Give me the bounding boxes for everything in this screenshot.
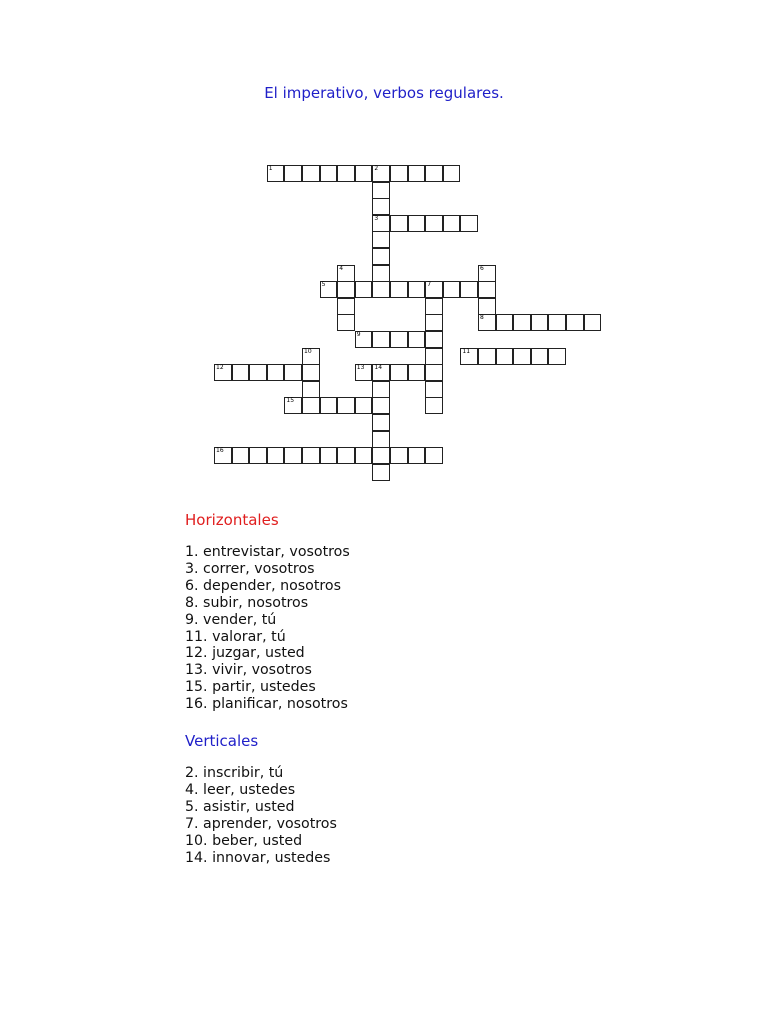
- clue-number: 15: [286, 397, 295, 405]
- grid-cell[interactable]: [355, 281, 373, 298]
- grid-cell[interactable]: [460, 281, 478, 298]
- horizontales-heading: Horizontales: [185, 511, 279, 529]
- grid-cell[interactable]: [390, 331, 408, 348]
- grid-cell[interactable]: [337, 447, 355, 464]
- grid-cell[interactable]: [337, 298, 355, 315]
- grid-cell[interactable]: [408, 331, 426, 348]
- grid-cell[interactable]: [408, 281, 426, 298]
- grid-cell[interactable]: [478, 281, 496, 298]
- grid-cell[interactable]: [372, 248, 390, 265]
- grid-cell[interactable]: [267, 447, 285, 464]
- grid-cell[interactable]: [478, 265, 496, 282]
- grid-cell[interactable]: [372, 165, 390, 182]
- clue-number: 1: [268, 165, 273, 172]
- clue-horizontal: 3. correr, vosotros: [185, 560, 315, 577]
- grid-cell[interactable]: [337, 265, 355, 282]
- clue-horizontal: 13. vivir, vosotros: [185, 662, 312, 679]
- grid-cell[interactable]: [232, 364, 250, 381]
- grid-cell[interactable]: [302, 397, 320, 414]
- clues-section: [185, 510, 685, 867]
- clue-number: 3: [374, 214, 379, 222]
- horizontales-list: [185, 544, 685, 713]
- grid-cell[interactable]: [372, 397, 390, 414]
- grid-cell[interactable]: [302, 447, 320, 464]
- grid-cell[interactable]: [390, 215, 408, 232]
- grid-cell[interactable]: [513, 314, 531, 331]
- grid-cell[interactable]: [249, 447, 267, 464]
- grid-cell[interactable]: [496, 314, 514, 331]
- grid-cell[interactable]: [284, 447, 302, 464]
- grid-cell[interactable]: [337, 165, 355, 182]
- grid-cell[interactable]: [408, 447, 426, 464]
- grid-cell[interactable]: [390, 165, 408, 182]
- grid-cell[interactable]: [372, 231, 390, 248]
- verticales-heading: Verticales: [185, 732, 259, 751]
- grid-cell[interactable]: [531, 348, 549, 365]
- grid-cell[interactable]: [320, 397, 338, 414]
- clue-number: 13: [356, 364, 365, 372]
- grid-cell[interactable]: [531, 314, 549, 331]
- grid-cell[interactable]: [320, 165, 338, 182]
- grid-cell[interactable]: [425, 331, 443, 348]
- grid-cell[interactable]: [372, 198, 390, 215]
- grid-cell[interactable]: [425, 165, 443, 182]
- grid-cell[interactable]: [302, 348, 320, 365]
- clue-number: 12: [216, 364, 224, 372]
- grid-cell[interactable]: [425, 447, 443, 464]
- clue-vertical: 2. inscribir, tú: [185, 765, 284, 782]
- clue-vertical: 7. aprender, vosotros: [185, 815, 337, 832]
- grid-cell[interactable]: [425, 314, 443, 331]
- grid-cell[interactable]: [355, 397, 373, 414]
- grid-cell[interactable]: [460, 348, 478, 365]
- grid-cell[interactable]: [284, 397, 302, 414]
- clue-horizontal: 9. vender, tú: [185, 611, 277, 628]
- grid-cell[interactable]: [302, 381, 320, 398]
- clue-number: 5: [321, 281, 326, 289]
- grid-cell[interactable]: [337, 397, 355, 414]
- grid-cell[interactable]: [460, 215, 478, 232]
- grid-cell[interactable]: [478, 298, 496, 315]
- clue-number: 10: [304, 347, 312, 355]
- clue-horizontal: 16. planificar, nosotros: [185, 696, 348, 713]
- grid-cell[interactable]: [408, 364, 426, 381]
- grid-cell[interactable]: [267, 364, 285, 381]
- clue-number: 11: [462, 347, 471, 355]
- clue-vertical: 14. innovar, ustedes: [185, 849, 331, 866]
- clue-number: 2: [374, 165, 379, 172]
- grid-cell[interactable]: [372, 431, 390, 448]
- grid-cell[interactable]: [425, 215, 443, 232]
- clue-horizontal: 15. partir, ustedes: [185, 679, 316, 696]
- grid-cell[interactable]: [425, 364, 443, 381]
- clue-vertical: 10. beber, usted: [185, 832, 303, 849]
- grid-cell[interactable]: [548, 314, 566, 331]
- grid-cell[interactable]: [267, 165, 285, 182]
- clue-number: 16: [216, 447, 224, 455]
- grid-cell[interactable]: [372, 215, 390, 232]
- grid-cell[interactable]: [443, 215, 461, 232]
- grid-cell[interactable]: [372, 447, 390, 464]
- grid-cell[interactable]: [478, 314, 496, 331]
- grid-cell[interactable]: [372, 381, 390, 398]
- grid-cell[interactable]: [355, 364, 373, 381]
- grid-cell[interactable]: [320, 281, 338, 298]
- clue-number: 6: [480, 264, 484, 272]
- clue-horizontal: 8. subir, nosotros: [185, 594, 309, 611]
- grid-cell[interactable]: [355, 447, 373, 464]
- grid-cell[interactable]: [372, 364, 390, 381]
- grid-cell[interactable]: [372, 464, 390, 481]
- grid-cell[interactable]: [390, 447, 408, 464]
- grid-cell[interactable]: [478, 348, 496, 365]
- grid-cell[interactable]: [355, 165, 373, 182]
- grid-cell[interactable]: [372, 414, 390, 431]
- clue-vertical: 4. leer, ustedes: [185, 781, 296, 798]
- crossword-grid: [0, 0, 768, 500]
- page-title: El imperativo, verbos regulares.: [264, 84, 504, 102]
- grid-cell[interactable]: [443, 281, 461, 298]
- grid-cell[interactable]: [548, 348, 566, 365]
- grid-cell[interactable]: [232, 447, 250, 464]
- clue-number: 14: [374, 364, 383, 372]
- grid-cell[interactable]: [372, 281, 390, 298]
- grid-cell[interactable]: [566, 314, 584, 331]
- grid-cell[interactable]: [284, 165, 302, 182]
- clue-number: 8: [480, 314, 484, 322]
- clue-horizontal: 1. entrevistar, vosotros: [185, 544, 350, 560]
- grid-cell[interactable]: [372, 331, 390, 348]
- grid-cell[interactable]: [372, 182, 390, 199]
- clue-horizontal: 6. depender, nosotros: [185, 577, 341, 594]
- grid-cell[interactable]: [425, 348, 443, 365]
- grid-cell[interactable]: [214, 364, 232, 381]
- clue-horizontal: 11. valorar, tú: [185, 628, 286, 645]
- grid-cell[interactable]: [390, 281, 408, 298]
- grid-cell[interactable]: [443, 165, 461, 182]
- verticales-list: [185, 765, 685, 866]
- grid-cell[interactable]: [320, 447, 338, 464]
- clue-number: 9: [356, 331, 361, 338]
- grid-cell[interactable]: [284, 364, 302, 381]
- grid-cell[interactable]: [337, 281, 355, 298]
- grid-cell[interactable]: [425, 397, 443, 414]
- grid-cell[interactable]: [302, 165, 320, 182]
- grid-cell[interactable]: [302, 364, 320, 381]
- grid-cell[interactable]: [425, 281, 443, 298]
- grid-cell[interactable]: [214, 447, 232, 464]
- grid-cell[interactable]: [408, 215, 426, 232]
- grid-cell[interactable]: [425, 298, 443, 315]
- clue-horizontal: 12. juzgar, usted: [185, 645, 305, 662]
- grid-cell[interactable]: [355, 331, 373, 348]
- grid-cell[interactable]: [513, 348, 531, 365]
- clue-number: 4: [339, 264, 344, 272]
- grid-cell[interactable]: [372, 265, 390, 282]
- clue-vertical: 5. asistir, usted: [185, 798, 295, 815]
- grid-cell[interactable]: [408, 165, 426, 182]
- grid-cell[interactable]: [337, 314, 355, 331]
- grid-cell[interactable]: [584, 314, 602, 331]
- grid-cell[interactable]: [249, 364, 267, 381]
- grid-cell[interactable]: [390, 364, 408, 381]
- grid-cell[interactable]: [496, 348, 514, 365]
- grid-cell[interactable]: [425, 381, 443, 398]
- clue-number: 7: [427, 281, 432, 289]
